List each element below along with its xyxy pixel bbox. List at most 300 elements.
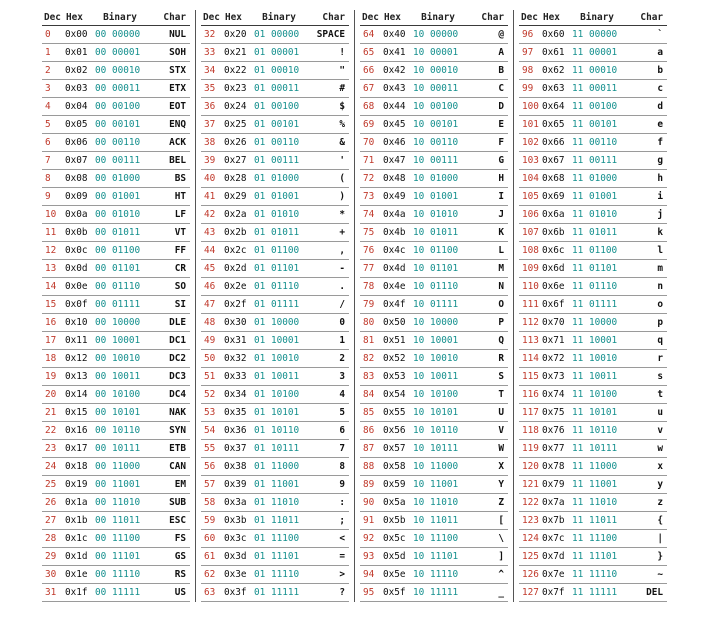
binary-low-bits: 01101 [588, 263, 618, 274]
table-row [519, 494, 667, 512]
decimal-value: 71 [360, 152, 380, 170]
binary-high-bits: 11 [572, 461, 584, 472]
hex-value: 0x6f [539, 296, 569, 314]
binary-low-bits: 00010 [270, 65, 300, 76]
character-value: CAN [148, 458, 190, 476]
hex-value: 0x07 [62, 152, 92, 170]
decimal-value: 63 [201, 584, 221, 602]
character-value: / [307, 296, 349, 314]
binary-value [251, 530, 307, 548]
character-value: { [625, 512, 667, 530]
table-row [360, 206, 508, 224]
character-value: K [466, 224, 508, 242]
hex-value: 0x01 [62, 44, 92, 62]
hex-value: 0x7f [539, 584, 569, 602]
decimal-value: 24 [42, 458, 62, 476]
binary-low-bits: 11010 [429, 497, 459, 508]
decimal-value: 117 [519, 404, 539, 422]
binary-high-bits: 00 [95, 101, 107, 112]
hex-value: 0x55 [380, 404, 410, 422]
decimal-value: 9 [42, 188, 62, 206]
hex-value: 0x38 [221, 458, 251, 476]
table-row [42, 548, 190, 566]
binary-value [251, 458, 307, 476]
hex-value: 0x29 [221, 188, 251, 206]
header-row [519, 10, 667, 26]
character-value: HT [148, 188, 190, 206]
binary-value [251, 224, 307, 242]
table-row [519, 44, 667, 62]
binary-low-bits: 10010 [429, 353, 459, 364]
character-value: 7 [307, 440, 349, 458]
hex-value: 0x40 [380, 26, 410, 44]
binary-value [410, 440, 466, 458]
binary-low-bits: 00010 [111, 65, 141, 76]
hex-header: Hex [539, 10, 569, 26]
table-row [42, 260, 190, 278]
character-value: DLE [148, 314, 190, 332]
table-row [42, 314, 190, 332]
hex-value: 0x2d [221, 260, 251, 278]
hex-value: 0x30 [221, 314, 251, 332]
binary-value [92, 224, 148, 242]
binary-low-bits: 01010 [588, 209, 618, 220]
binary-value [569, 512, 625, 530]
character-value: < [307, 530, 349, 548]
binary-value [569, 404, 625, 422]
decimal-value: 113 [519, 332, 539, 350]
decimal-value: 112 [519, 314, 539, 332]
binary-value [92, 476, 148, 494]
hex-value: 0x65 [539, 116, 569, 134]
hex-value: 0x18 [62, 458, 92, 476]
hex-value: 0x05 [62, 116, 92, 134]
binary-value [569, 332, 625, 350]
decimal-value: 122 [519, 494, 539, 512]
binary-low-bits: 10111 [111, 443, 141, 454]
binary-low-bits: 00110 [270, 137, 300, 148]
binary-high-bits: 10 [413, 155, 425, 166]
hex-value: 0x14 [62, 386, 92, 404]
hex-value: 0x22 [221, 62, 251, 80]
character-value: Z [466, 494, 508, 512]
hex-value: 0x41 [380, 44, 410, 62]
character-value: U [466, 404, 508, 422]
hex-value: 0x3f [221, 584, 251, 602]
binary-high-bits: 10 [413, 353, 425, 364]
hex-value: 0x39 [221, 476, 251, 494]
decimal-value: 96 [519, 26, 539, 44]
binary-high-bits: 01 [254, 389, 266, 400]
binary-low-bits: 11111 [588, 587, 618, 598]
decimal-value: 61 [201, 548, 221, 566]
hex-value: 0x2b [221, 224, 251, 242]
character-value: DC3 [148, 368, 190, 386]
table-row [42, 152, 190, 170]
binary-high-bits: 01 [254, 83, 266, 94]
decimal-value: 94 [360, 566, 380, 584]
header-row [201, 10, 349, 26]
character-value: } [625, 548, 667, 566]
table-row [42, 584, 190, 602]
hex-value: 0x1d [62, 548, 92, 566]
binary-high-bits: 01 [254, 569, 266, 580]
binary-high-bits: 11 [572, 209, 584, 220]
hex-value: 0x52 [380, 350, 410, 368]
table-row [360, 188, 508, 206]
binary-value [251, 98, 307, 116]
table-row [360, 44, 508, 62]
binary-value [92, 422, 148, 440]
binary-value [569, 296, 625, 314]
binary-high-bits: 11 [572, 533, 584, 544]
binary-low-bits: 00011 [429, 83, 459, 94]
table-row [519, 314, 667, 332]
binary-low-bits: 10011 [588, 371, 618, 382]
decimal-value: 14 [42, 278, 62, 296]
binary-low-bits: 00100 [429, 101, 459, 112]
hex-header: Hex [380, 10, 410, 26]
binary-high-bits: 11 [572, 137, 584, 148]
hex-value: 0x60 [539, 26, 569, 44]
binary-low-bits: 01001 [270, 191, 300, 202]
binary-value [92, 134, 148, 152]
decimal-value: 82 [360, 350, 380, 368]
decimal-value: 66 [360, 62, 380, 80]
binary-value [92, 116, 148, 134]
decimal-value: 36 [201, 98, 221, 116]
binary-high-bits: 00 [95, 317, 107, 328]
binary-low-bits: 00101 [270, 119, 300, 130]
table-row [42, 278, 190, 296]
hex-value: 0x7d [539, 548, 569, 566]
dec-header: Dec [519, 10, 539, 26]
character-value: O [466, 296, 508, 314]
binary-high-bits: 01 [254, 407, 266, 418]
decimal-value: 57 [201, 476, 221, 494]
binary-value [251, 116, 307, 134]
binary-high-bits: 00 [95, 515, 107, 526]
table-row [360, 26, 508, 44]
binary-high-bits: 00 [95, 335, 107, 346]
decimal-value: 118 [519, 422, 539, 440]
binary-high-bits: 01 [254, 317, 266, 328]
binary-low-bits: 00001 [429, 47, 459, 58]
decimal-value: 33 [201, 44, 221, 62]
table-row [360, 224, 508, 242]
binary-high-bits: 00 [95, 245, 107, 256]
binary-low-bits: 00000 [111, 29, 141, 40]
decimal-value: 30 [42, 566, 62, 584]
table-row [360, 476, 508, 494]
table-row [360, 314, 508, 332]
binary-value [410, 44, 466, 62]
binary-low-bits: 01111 [429, 299, 459, 310]
binary-low-bits: 11101 [111, 551, 141, 562]
decimal-value: 35 [201, 80, 221, 98]
binary-high-bits: 10 [413, 191, 425, 202]
character-value: P [466, 314, 508, 332]
table-row [519, 62, 667, 80]
binary-header: Binary [569, 10, 625, 26]
binary-high-bits: 00 [95, 371, 107, 382]
binary-low-bits: 11110 [111, 569, 141, 580]
binary-low-bits: 00000 [429, 29, 459, 40]
table-row [201, 422, 349, 440]
table-row [201, 188, 349, 206]
decimal-value: 124 [519, 530, 539, 548]
hex-value: 0x26 [221, 134, 251, 152]
binary-low-bits: 00011 [588, 83, 618, 94]
binary-low-bits: 10010 [588, 353, 618, 364]
decimal-value: 58 [201, 494, 221, 512]
binary-high-bits: 01 [254, 497, 266, 508]
binary-low-bits: 01001 [429, 191, 459, 202]
hex-value: 0x4f [380, 296, 410, 314]
character-value: ^ [466, 566, 508, 584]
decimal-value: 110 [519, 278, 539, 296]
hex-value: 0x1c [62, 530, 92, 548]
hex-value: 0x71 [539, 332, 569, 350]
decimal-value: 105 [519, 188, 539, 206]
hex-value: 0x7e [539, 566, 569, 584]
character-value: ] [466, 548, 508, 566]
binary-high-bits: 10 [413, 209, 425, 220]
binary-high-bits: 10 [413, 263, 425, 274]
character-value: V [466, 422, 508, 440]
char-header: Char [148, 10, 190, 26]
character-value: z [625, 494, 667, 512]
char-header: Char [466, 10, 508, 26]
binary-high-bits: 00 [95, 47, 107, 58]
binary-value [569, 206, 625, 224]
character-value: v [625, 422, 667, 440]
binary-low-bits: 10100 [588, 389, 618, 400]
binary-high-bits: 11 [572, 443, 584, 454]
binary-high-bits: 00 [95, 155, 107, 166]
table-row [42, 404, 190, 422]
binary-high-bits: 00 [95, 425, 107, 436]
table-row [201, 332, 349, 350]
binary-low-bits: 11011 [429, 515, 459, 526]
decimal-value: 93 [360, 548, 380, 566]
table-row [201, 134, 349, 152]
decimal-value: 104 [519, 170, 539, 188]
character-value: NAK [148, 404, 190, 422]
character-value: F [466, 134, 508, 152]
binary-value [410, 260, 466, 278]
binary-value [92, 350, 148, 368]
character-value: o [625, 296, 667, 314]
character-value: SPACE [307, 26, 349, 44]
decimal-value: 6 [42, 134, 62, 152]
binary-high-bits: 11 [572, 515, 584, 526]
hex-value: 0x68 [539, 170, 569, 188]
binary-high-bits: 00 [95, 443, 107, 454]
binary-value [251, 440, 307, 458]
binary-low-bits: 10000 [588, 317, 618, 328]
character-value: d [625, 98, 667, 116]
table-row [519, 26, 667, 44]
decimal-value: 51 [201, 368, 221, 386]
table-row [42, 512, 190, 530]
table-row [360, 386, 508, 404]
decimal-value: 5 [42, 116, 62, 134]
binary-value [92, 314, 148, 332]
character-value: q [625, 332, 667, 350]
character-value: I [466, 188, 508, 206]
table-row [201, 584, 349, 602]
hex-value: 0x63 [539, 80, 569, 98]
decimal-value: 76 [360, 242, 380, 260]
decimal-value: 31 [42, 584, 62, 602]
binary-low-bits: 01011 [588, 227, 618, 238]
binary-low-bits: 10100 [111, 389, 141, 400]
character-value: RS [148, 566, 190, 584]
binary-high-bits: 11 [572, 83, 584, 94]
binary-high-bits: 10 [413, 371, 425, 382]
hex-value: 0x5b [380, 512, 410, 530]
binary-value [569, 242, 625, 260]
character-value: A [466, 44, 508, 62]
binary-value [569, 350, 625, 368]
table-row [201, 260, 349, 278]
decimal-value: 81 [360, 332, 380, 350]
binary-high-bits: 10 [413, 29, 425, 40]
character-value: b [625, 62, 667, 80]
decimal-value: 25 [42, 476, 62, 494]
binary-value [410, 206, 466, 224]
character-value: 8 [307, 458, 349, 476]
decimal-value: 49 [201, 332, 221, 350]
hex-value: 0x5a [380, 494, 410, 512]
character-value: GS [148, 548, 190, 566]
binary-low-bits: 11001 [111, 479, 141, 490]
binary-low-bits: 00001 [270, 47, 300, 58]
binary-high-bits: 10 [413, 119, 425, 130]
character-value: DC4 [148, 386, 190, 404]
decimal-value: 17 [42, 332, 62, 350]
binary-value [569, 278, 625, 296]
binary-high-bits: 11 [572, 551, 584, 562]
decimal-value: 75 [360, 224, 380, 242]
binary-value [569, 152, 625, 170]
binary-low-bits: 00100 [588, 101, 618, 112]
binary-high-bits: 11 [572, 173, 584, 184]
binary-value [569, 98, 625, 116]
hex-value: 0x19 [62, 476, 92, 494]
binary-high-bits: 10 [413, 551, 425, 562]
binary-low-bits: 10000 [111, 317, 141, 328]
binary-high-bits: 00 [95, 83, 107, 94]
binary-value [569, 476, 625, 494]
binary-high-bits: 01 [254, 173, 266, 184]
character-value: Y [466, 476, 508, 494]
character-value: e [625, 116, 667, 134]
binary-value [569, 44, 625, 62]
character-value: = [307, 548, 349, 566]
character-value: ' [307, 152, 349, 170]
binary-value [92, 296, 148, 314]
character-value: g [625, 152, 667, 170]
decimal-value: 12 [42, 242, 62, 260]
binary-low-bits: 11001 [429, 479, 459, 490]
ascii-table-block [201, 10, 349, 602]
binary-high-bits: 11 [572, 389, 584, 400]
hex-value: 0x49 [380, 188, 410, 206]
character-value: m [625, 260, 667, 278]
decimal-value: 21 [42, 404, 62, 422]
hex-value: 0x47 [380, 152, 410, 170]
hex-value: 0x0d [62, 260, 92, 278]
hex-value: 0x6c [539, 242, 569, 260]
hex-value: 0x4c [380, 242, 410, 260]
table-row [360, 548, 508, 566]
hex-value: 0x3c [221, 530, 251, 548]
character-value: " [307, 62, 349, 80]
character-value: t [625, 386, 667, 404]
char-header: Char [307, 10, 349, 26]
binary-value [410, 368, 466, 386]
decimal-value: 74 [360, 206, 380, 224]
binary-value [251, 44, 307, 62]
character-value: N [466, 278, 508, 296]
character-value: ` [625, 26, 667, 44]
binary-value [569, 584, 625, 602]
binary-low-bits: 00110 [588, 137, 618, 148]
binary-value [251, 206, 307, 224]
binary-high-bits: 01 [254, 245, 266, 256]
decimal-value: 127 [519, 584, 539, 602]
binary-low-bits: 10000 [270, 317, 300, 328]
binary-low-bits: 01001 [111, 191, 141, 202]
binary-value [410, 548, 466, 566]
character-value: \ [466, 530, 508, 548]
binary-value [251, 404, 307, 422]
binary-value [569, 440, 625, 458]
table-row [360, 62, 508, 80]
character-value: T [466, 386, 508, 404]
binary-value [251, 188, 307, 206]
decimal-value: 90 [360, 494, 380, 512]
character-value: k [625, 224, 667, 242]
decimal-value: 47 [201, 296, 221, 314]
hex-header: Hex [221, 10, 251, 26]
decimal-value: 43 [201, 224, 221, 242]
table-row [519, 422, 667, 440]
decimal-value: 48 [201, 314, 221, 332]
decimal-value: 29 [42, 548, 62, 566]
binary-low-bits: 11111 [111, 587, 141, 598]
table-row [201, 26, 349, 44]
character-value: n [625, 278, 667, 296]
binary-value [251, 584, 307, 602]
binary-low-bits: 01110 [111, 281, 141, 292]
binary-value [92, 242, 148, 260]
binary-low-bits: 10110 [111, 425, 141, 436]
binary-high-bits: 11 [572, 29, 584, 40]
binary-low-bits: 00111 [429, 155, 459, 166]
decimal-value: 4 [42, 98, 62, 116]
character-value: FS [148, 530, 190, 548]
table-row [519, 188, 667, 206]
decimal-value: 27 [42, 512, 62, 530]
binary-low-bits: 00000 [588, 29, 618, 40]
decimal-value: 119 [519, 440, 539, 458]
table-row [42, 458, 190, 476]
binary-low-bits: 01101 [429, 263, 459, 274]
table-row [201, 44, 349, 62]
